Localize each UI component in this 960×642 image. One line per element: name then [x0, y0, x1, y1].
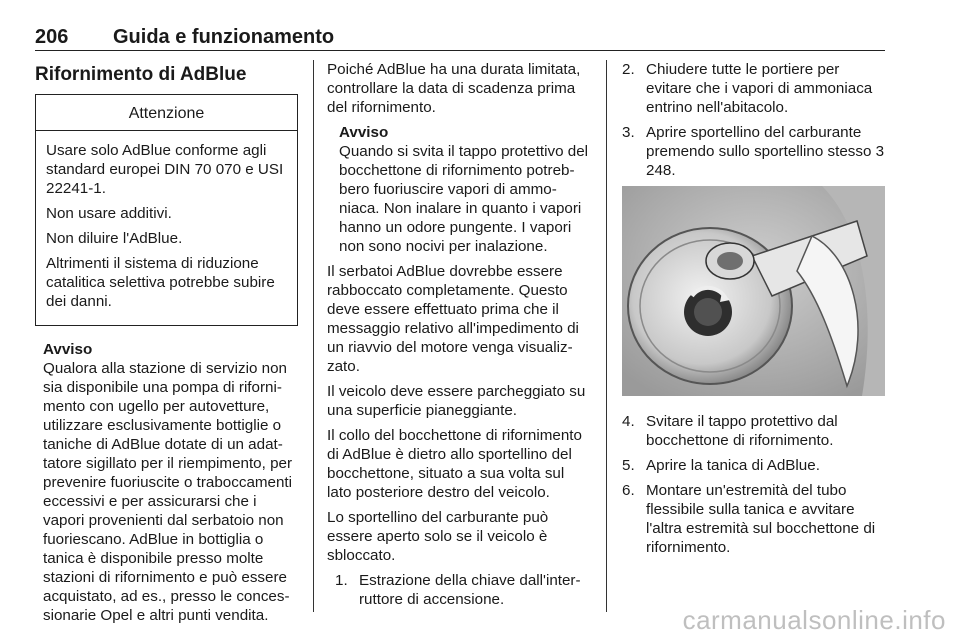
- step-number: 6.: [622, 482, 635, 499]
- column-divider: [313, 60, 314, 612]
- step-text: Montare un'estremità del tubo flessibile sulla tanica e avvitare l'altra estremità sul bocchettone di rifornimento.: [646, 482, 876, 556]
- warning-box: [35, 94, 298, 326]
- step-text: Aprire sportellino del carburante premendo sullo sportellino stesso 3 248.: [646, 124, 885, 179]
- step-number: 1.: [335, 572, 348, 589]
- page-header: [35, 26, 885, 51]
- body-paragraph: Il serbatoi AdBlue dovrebbe essere rabboccato completamente. Questo deve essere effettuato prima che il messaggio relativo all'impedimento di un riavvio del motore venga visualizzato.: [327, 263, 579, 375]
- step-number: 5.: [622, 457, 635, 474]
- step-list: [622, 60, 887, 180]
- step-item: [622, 412, 887, 450]
- step-text: Svitare il tappo protettivo dal bocchettone di rifornimento.: [646, 413, 838, 449]
- body-paragraph: Il collo del bocchettone di rifornimento di AdBlue è dietro allo sportellino del bocchettone, situato a sua volta sul lato posteriore destro del veicolo.: [327, 427, 582, 501]
- body-paragraph: Lo sportellino del carburante può essere aperto solo se il veicolo è sbloccato.: [327, 509, 549, 564]
- warning-body: [36, 131, 297, 325]
- page-number: 206: [35, 26, 69, 48]
- note-block: [35, 340, 298, 625]
- step-item: [622, 481, 887, 557]
- note-block: [327, 123, 592, 256]
- watermark: carmanualsonline.info: [682, 605, 946, 635]
- note-text: Quando si svita il tappo protettivo del bocchettone di rifornimento potrebbero fuoriuscire vapori di ammoniaca. Non inalare in quanto i vapori hanno un odore pungente. I vapori non sono nocivi per inalazione.: [339, 143, 589, 255]
- note-heading: Avviso: [339, 124, 389, 141]
- column-1: [35, 60, 298, 631]
- warning-paragraph: Non diluire l'AdBlue.: [46, 230, 183, 247]
- column-3: [622, 60, 887, 563]
- column-divider: [606, 60, 607, 612]
- step-text: Aprire la tanica di AdBlue.: [646, 457, 820, 474]
- step-number: 2.: [622, 61, 635, 78]
- step-item: [622, 123, 887, 180]
- warning-paragraph: Non usare additivi.: [46, 205, 172, 222]
- step-item: [622, 60, 887, 117]
- warning-paragraph: Altrimenti il sistema di riduzione catalitica selettiva potrebbe subire dei danni.: [46, 255, 275, 310]
- step-number: 4.: [622, 413, 635, 430]
- column-2: [327, 60, 592, 615]
- step-text: Chiudere tutte le portiere per evitare che i vapori di ammoniaca entrino nell'abitacolo.: [646, 61, 873, 116]
- body-paragraph: Il veicolo deve essere parcheggiato su una superficie pianeggiante.: [327, 383, 586, 419]
- warning-paragraph: Usare solo AdBlue conforme agli standard europei DIN 70 070 e USI 22241-1.: [46, 142, 284, 197]
- step-item: [622, 456, 887, 475]
- section-title: Rifornimento di AdBlue: [35, 64, 247, 85]
- fuel-door-photo: [622, 186, 885, 396]
- note-text: Qualora alla stazione di servizio non sia disponibile una pompa di rifornimento con ugello per autovetture, utilizzare esclusivamente bottiglie o taniche di AdBlue dotate di un adattatore sigillato per il riempimento, per prevenire fuoriuscite o traboccamenti eccessivi e per assicurarsi che i vapori provenienti dal serbatoio non fuoriescano. AdBlue in bottiglia o tanica è disponibile presso molte stazioni di rifornimento e può essere acquistato, ad es., presso le concessionarie Opel e altri punti vendita.: [43, 360, 293, 624]
- step-text: Estrazione della chiave dall'interruttore di accensione.: [359, 572, 581, 608]
- intro-paragraph: Poiché AdBlue ha una durata limitata, controllare la data di scadenza prima del rifornimento.: [327, 61, 581, 116]
- step-item: [335, 571, 592, 609]
- step-number: 3.: [622, 124, 635, 141]
- step-list: [327, 571, 592, 609]
- warning-heading: Attenzione: [36, 95, 297, 131]
- page-title: Guida e funzionamento: [113, 26, 335, 48]
- note-heading: Avviso: [43, 341, 93, 358]
- step-list: [622, 412, 887, 557]
